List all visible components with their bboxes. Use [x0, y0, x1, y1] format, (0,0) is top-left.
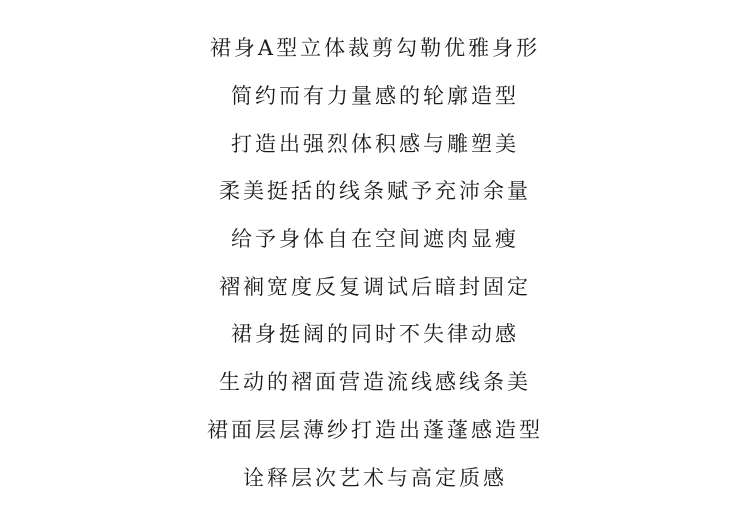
- description-line: 生动的褶面营造流线感线条美: [219, 370, 531, 394]
- description-line: 给予身体自在空间遮肉显瘦: [231, 227, 519, 251]
- description-line: 简约而有力量感的轮廓造型: [231, 84, 519, 108]
- description-line: 裙面层层薄纱打造出蓬蓬感造型: [207, 418, 543, 442]
- description-line: 裙身A型立体裁剪勾勒优雅身形: [209, 36, 541, 60]
- description-line: 柔美挺括的线条赋予充沛余量: [219, 179, 531, 203]
- description-line: 裙身挺阔的同时不失律动感: [231, 322, 519, 346]
- description-line: 褶裥宽度反复调试后暗封固定: [219, 275, 531, 299]
- description-line: 打造出强烈体积感与雕塑美: [231, 132, 519, 156]
- description-line: 诠释层次艺术与高定质感: [243, 466, 507, 490]
